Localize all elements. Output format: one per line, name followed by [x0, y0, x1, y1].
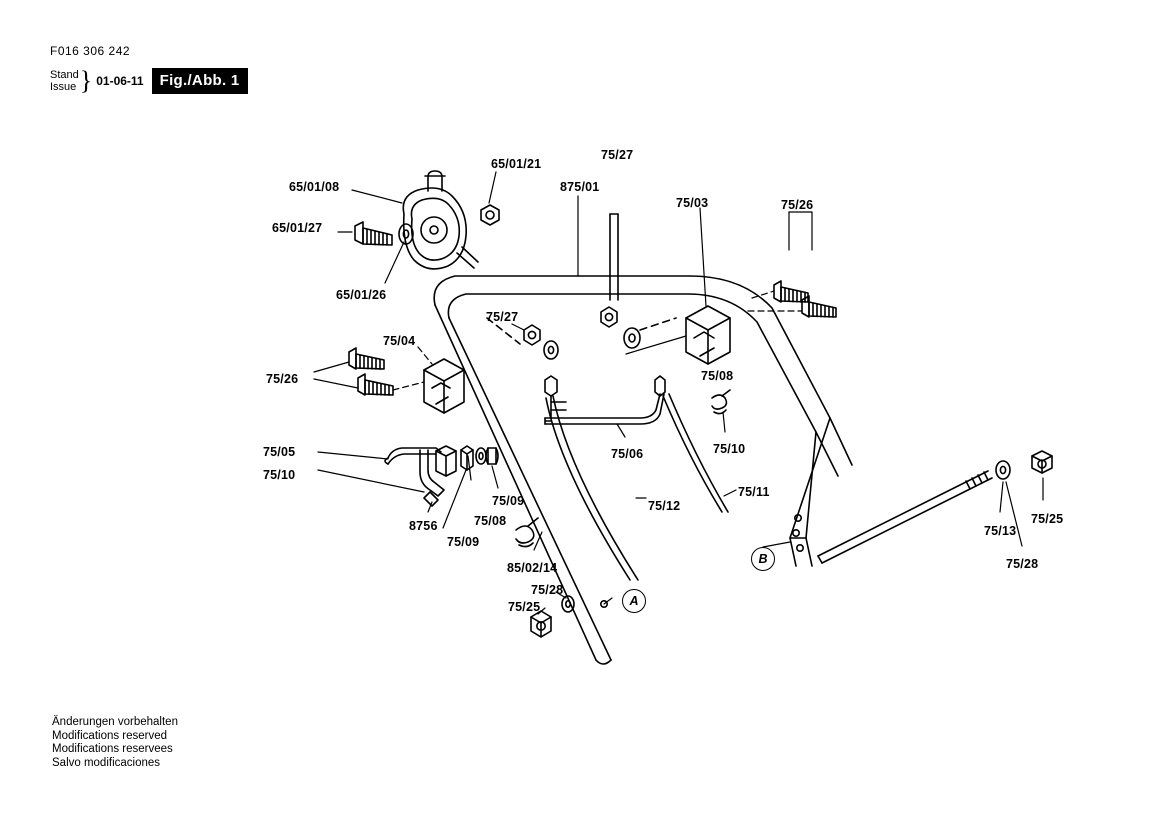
callout-label: 65/01/27 [272, 221, 323, 235]
callout-label: 65/01/21 [491, 157, 542, 171]
callout-label: 75/25 [1031, 512, 1064, 526]
callout-label: 75/11 [738, 485, 770, 499]
callout-label: 75/25 [508, 600, 541, 614]
detail-ref-a: A [622, 589, 646, 613]
footer-line-en: Modifications reserved [52, 729, 168, 742]
callout-label: 75/10 [263, 468, 296, 482]
footer-line-de: Änderungen vorbehalten [52, 716, 178, 728]
callout-label: 65/01/08 [289, 180, 340, 194]
callout-label: 75/27 [601, 148, 634, 162]
callout-label: 75/06 [611, 447, 644, 461]
callout-label: 75/05 [263, 445, 296, 459]
part-number: F016 306 242 [50, 44, 131, 58]
stand-date: 01-06-11 [96, 74, 144, 88]
issue-label: Issue [50, 81, 77, 93]
callout-label: 75/09 [447, 535, 480, 549]
footer-line-fr: Modifications reservees [52, 743, 173, 755]
callout-label: 75/26 [781, 198, 814, 212]
callout-label: 65/01/26 [336, 288, 387, 302]
callout-label: 75/10 [713, 442, 746, 456]
callout-label: 75/04 [383, 334, 416, 348]
callout-label: 85/02/14 [507, 561, 558, 575]
callout-label: 75/28 [531, 583, 564, 597]
callout-label: 75/12 [648, 499, 681, 513]
callout-label: 75/03 [676, 196, 709, 210]
stand-issue-block [50, 68, 248, 94]
detail-ref-b: B [751, 547, 775, 571]
callout-label: 75/28 [1006, 557, 1039, 571]
callout-label: 8756 [409, 519, 438, 533]
callout-label: 75/08 [474, 514, 507, 528]
callout-label: 75/09 [492, 494, 525, 508]
footer-line-es: Salvo modificaciones [52, 756, 161, 769]
callout-label: 875/01 [560, 180, 600, 194]
figure-badge: Fig./Abb. 1 [152, 68, 248, 94]
stand-issue-labels [50, 69, 79, 93]
callout-label: 75/13 [984, 524, 1017, 538]
callout-label: 75/26 [266, 372, 299, 386]
callout-label: 75/27 [486, 310, 519, 324]
brace-glyph: } [79, 66, 93, 95]
footer-disclaimer [52, 716, 178, 770]
callout-label: 75/08 [701, 369, 734, 383]
stand-label: Stand [50, 69, 79, 81]
